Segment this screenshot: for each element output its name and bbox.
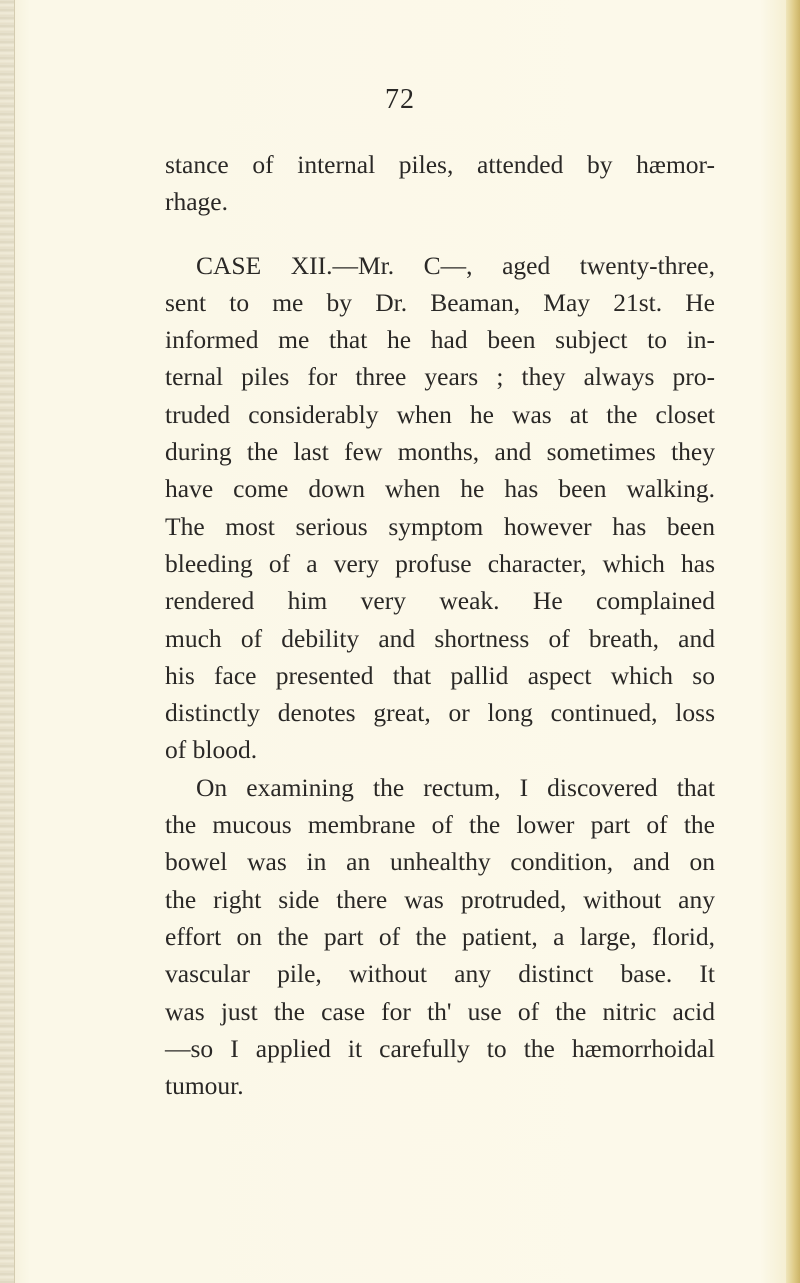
body-text bbox=[165, 146, 715, 1104]
text-line: of blood. bbox=[165, 735, 258, 765]
text-line: much of debility and shortness of breath, and bbox=[165, 623, 715, 653]
text-line: The most serious symptom however has been bbox=[165, 511, 715, 541]
text-line: during the last few months, and sometimes they bbox=[165, 437, 715, 467]
text-line: effort on the part of the patient, a large, florid, bbox=[165, 921, 715, 951]
text-line: his face presented that pallid aspect which so bbox=[165, 660, 715, 690]
text-line: bowel was in an unhealthy condition, and on bbox=[165, 847, 715, 877]
text-line: have come down when he has been walking. bbox=[165, 474, 715, 504]
text-line: was just the case for th' use of the nitric acid bbox=[165, 996, 715, 1026]
text-line: tumour. bbox=[165, 1071, 244, 1101]
text-line: —so I applied it carefully to the hæmorrhoidal bbox=[165, 1033, 715, 1063]
text-line: truded considerably when he was at the closet bbox=[165, 399, 715, 429]
text-line: distinctly denotes great, or long continued, loss bbox=[165, 698, 715, 728]
text-line: the right side there was protruded, without any bbox=[165, 884, 715, 914]
page-number: 72 bbox=[385, 84, 415, 115]
text-line: rhage. bbox=[165, 187, 229, 217]
text-line: stance of internal piles, attended by hæmor- bbox=[165, 150, 715, 179]
page-edge bbox=[786, 0, 800, 1283]
text-line: bleeding of a very profuse character, which has bbox=[165, 548, 715, 578]
text-line: rendered him very weak. He complained bbox=[165, 586, 715, 616]
text-line: ternal piles for three years ; they always pro- bbox=[165, 362, 715, 392]
case-heading-line: CASE XII.—Mr. C—, aged twenty-three, bbox=[196, 250, 715, 280]
text-line: On examining the rectum, I discovered that bbox=[196, 772, 715, 802]
binding-gutter bbox=[0, 0, 15, 1283]
text-line: informed me that he had been subject to in- bbox=[165, 325, 715, 355]
text-line: the mucous membrane of the lower part of the bbox=[165, 810, 715, 840]
text-line: vascular pile, without any distinct base. It bbox=[165, 959, 715, 989]
text-line: sent to me by Dr. Beaman, May 21st. He bbox=[165, 287, 715, 317]
